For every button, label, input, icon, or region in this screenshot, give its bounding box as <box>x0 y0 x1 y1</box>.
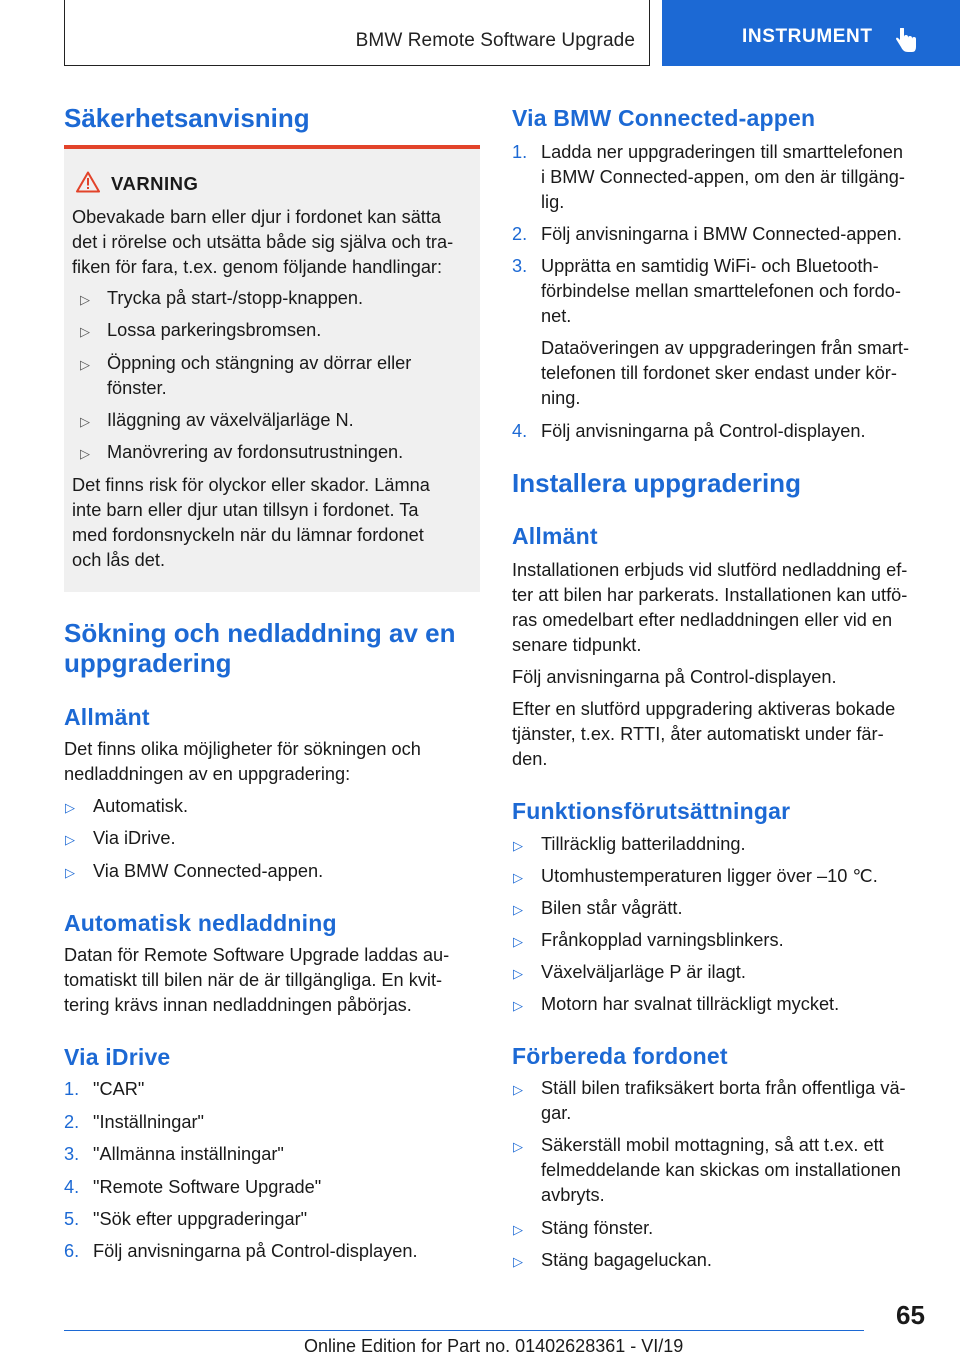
step-text: "Remote Software Upgrade" <box>93 1177 322 1197</box>
heading-auto-download: Automatisk nedladdning <box>64 910 337 936</box>
bullet-icon: ▷ <box>513 998 523 1013</box>
bullet-icon: ▷ <box>513 1222 523 1237</box>
warning-intro: Obevakade barn eller djur i fordonet kan sätta det i rörelse och utsätta både sig själva och tra- fiken för fara, t.ex. genom följande handlingar: <box>72 207 454 277</box>
bullet-icon: ▷ <box>513 1254 523 1269</box>
header-title: BMW Remote Software Upgrade <box>355 30 635 51</box>
warning-item: Iläggning av växelväljarläge N. <box>107 410 354 430</box>
step-text: Följ anvisningarna i BMW Connected-appen. <box>541 224 902 244</box>
heading-safety: Säkerhetsanvisning <box>64 103 310 133</box>
page-number: 65 <box>896 1300 925 1330</box>
general-item: Via iDrive. <box>93 828 176 848</box>
warning-label: VARNING <box>111 173 199 194</box>
step-text: Ladda ner uppgraderingen till smarttelefonen i BMW Connected-appen, om den är tillgäng- lig. <box>541 142 905 212</box>
header-frame <box>64 0 650 66</box>
step-number: 3. <box>512 256 528 276</box>
prepare-item: Stäng fönster. <box>541 1218 654 1238</box>
install-paragraph-3: Efter en slutförd uppgradering aktiveras bokade tjänster, t.ex. RTTI, åter automatiskt under fär- den. <box>512 699 896 769</box>
install-paragraph-2: Följ anvisningarna på Control-displayen. <box>512 667 837 687</box>
prereq-item: Motorn har svalnat tillräckligt mycket. <box>541 994 840 1014</box>
bullet-icon: ▷ <box>513 838 523 853</box>
auto-text: Datan för Remote Software Upgrade laddas au- tomatiskt till bilen när de är tillgängliga. En kvit- tering krävs innan nedladdningen påbörjas. <box>64 945 450 1015</box>
warning-item: Öppning och stängning av dörrar eller fönster. <box>107 353 412 398</box>
heading-install: Installera uppgradering <box>512 468 801 498</box>
prereq-item: Bilen står vågrätt. <box>541 898 683 918</box>
step-number: 6. <box>64 1241 80 1261</box>
step-text: Upprätta en samtidig WiFi- och Bluetooth- förbindelse mellan smarttelefonen och fordo- net. <box>541 256 901 326</box>
prepare-item: Ställ bilen trafiksäkert borta från offentliga vä- gar. <box>541 1078 906 1123</box>
bullet-icon: ▷ <box>80 446 90 461</box>
heading-general-left: Allmänt <box>64 704 150 730</box>
heading-via-idrive: Via iDrive <box>64 1044 171 1070</box>
step-number: 4. <box>64 1177 80 1197</box>
bullet-icon: ▷ <box>65 832 75 847</box>
prereq-item: Tillräcklig batteriladdning. <box>541 834 746 854</box>
step-number: 1. <box>512 142 528 162</box>
prereq-item: Utomhustemperaturen ligger över –10 ℃. <box>541 866 878 886</box>
bullet-icon: ▷ <box>513 966 523 981</box>
step-text: "Inställningar" <box>93 1112 204 1132</box>
step-note: Dataöveringen av uppgraderingen från smart- telefonen till fordonet sker endast under kör- ning. <box>541 338 910 408</box>
bullet-icon: ▷ <box>513 1139 523 1154</box>
step-text: "Allmänna inställningar" <box>93 1144 284 1164</box>
warning-item: Trycka på start-/stopp-knappen. <box>107 288 364 308</box>
heading-general-right: Allmänt <box>512 523 598 549</box>
bullet-icon: ▷ <box>80 414 90 429</box>
step-number: 2. <box>512 224 528 244</box>
general-item: Automatisk. <box>93 796 189 816</box>
bullet-icon: ▷ <box>513 1082 523 1097</box>
prereq-item: Växelväljarläge P är ilagt. <box>541 962 746 982</box>
general-text: Det finns olika möjligheter för sökningen och nedladdningen av en uppgradering: <box>64 739 421 784</box>
step-number: 4. <box>512 421 528 441</box>
heading-prerequisites: Funktionsförutsättningar <box>512 798 791 824</box>
bullet-icon: ▷ <box>65 800 75 815</box>
step-number: 3. <box>64 1144 80 1164</box>
prepare-item: Stäng bagageluckan. <box>541 1250 712 1270</box>
prereq-item: Frånkopplad varningsblinkers. <box>541 930 784 950</box>
step-number: 2. <box>64 1112 80 1132</box>
bullet-icon: ▷ <box>513 934 523 949</box>
general-item: Via BMW Connected-appen. <box>93 861 324 881</box>
step-text: Följ anvisningarna på Control-displayen. <box>93 1241 418 1261</box>
warning-item: Manövrering av fordonsutrustningen. <box>107 442 404 462</box>
header-tab-label: INSTRUMENT <box>742 26 873 47</box>
step-text: "Sök efter uppgraderingar" <box>93 1209 308 1229</box>
heading-via-connected: Via BMW Connected-appen <box>512 105 816 131</box>
heading-prepare-vehicle: Förbereda fordonet <box>512 1043 728 1069</box>
bullet-icon: ▷ <box>80 357 90 372</box>
bullet-icon: ▷ <box>65 865 75 880</box>
heading-search: Sökning och nedladdning av en uppgradering <box>64 618 456 678</box>
footer-rule <box>64 1330 864 1331</box>
warning-triangle-icon <box>76 171 100 193</box>
prepare-item: Säkerställ mobil mottagning, så att t.ex. ett felmeddelande kan skickas om installationen avbryts. <box>541 1135 901 1205</box>
bullet-icon: ▷ <box>80 292 90 307</box>
install-paragraph-1: Installationen erbjuds vid slutförd nedladdning ef- ter att bilen har parkerats. Installationen kan utfö- ras omedelbart efter nedladdningen eller vid en senare tidpunkt. <box>512 560 908 655</box>
step-text: "CAR" <box>93 1079 145 1099</box>
bullet-icon: ▷ <box>513 902 523 917</box>
footer-edition: Online Edition for Part no. 01402628361 - VI/19 <box>304 1336 684 1356</box>
bullet-icon: ▷ <box>513 870 523 885</box>
warning-item: Lossa parkeringsbromsen. <box>107 320 322 340</box>
step-text: Följ anvisningarna på Control-displayen. <box>541 421 866 441</box>
step-number: 5. <box>64 1209 80 1229</box>
warning-outro: Det finns risk för olyckor eller skador. Lämna inte barn eller djur utan tillsyn i fordonet. Ta med fordonsnyckeln när du lämnar fordonet och lås det. <box>72 475 430 570</box>
bullet-icon: ▷ <box>80 324 90 339</box>
hand-pointer-icon <box>894 28 920 54</box>
step-number: 1. <box>64 1079 80 1099</box>
